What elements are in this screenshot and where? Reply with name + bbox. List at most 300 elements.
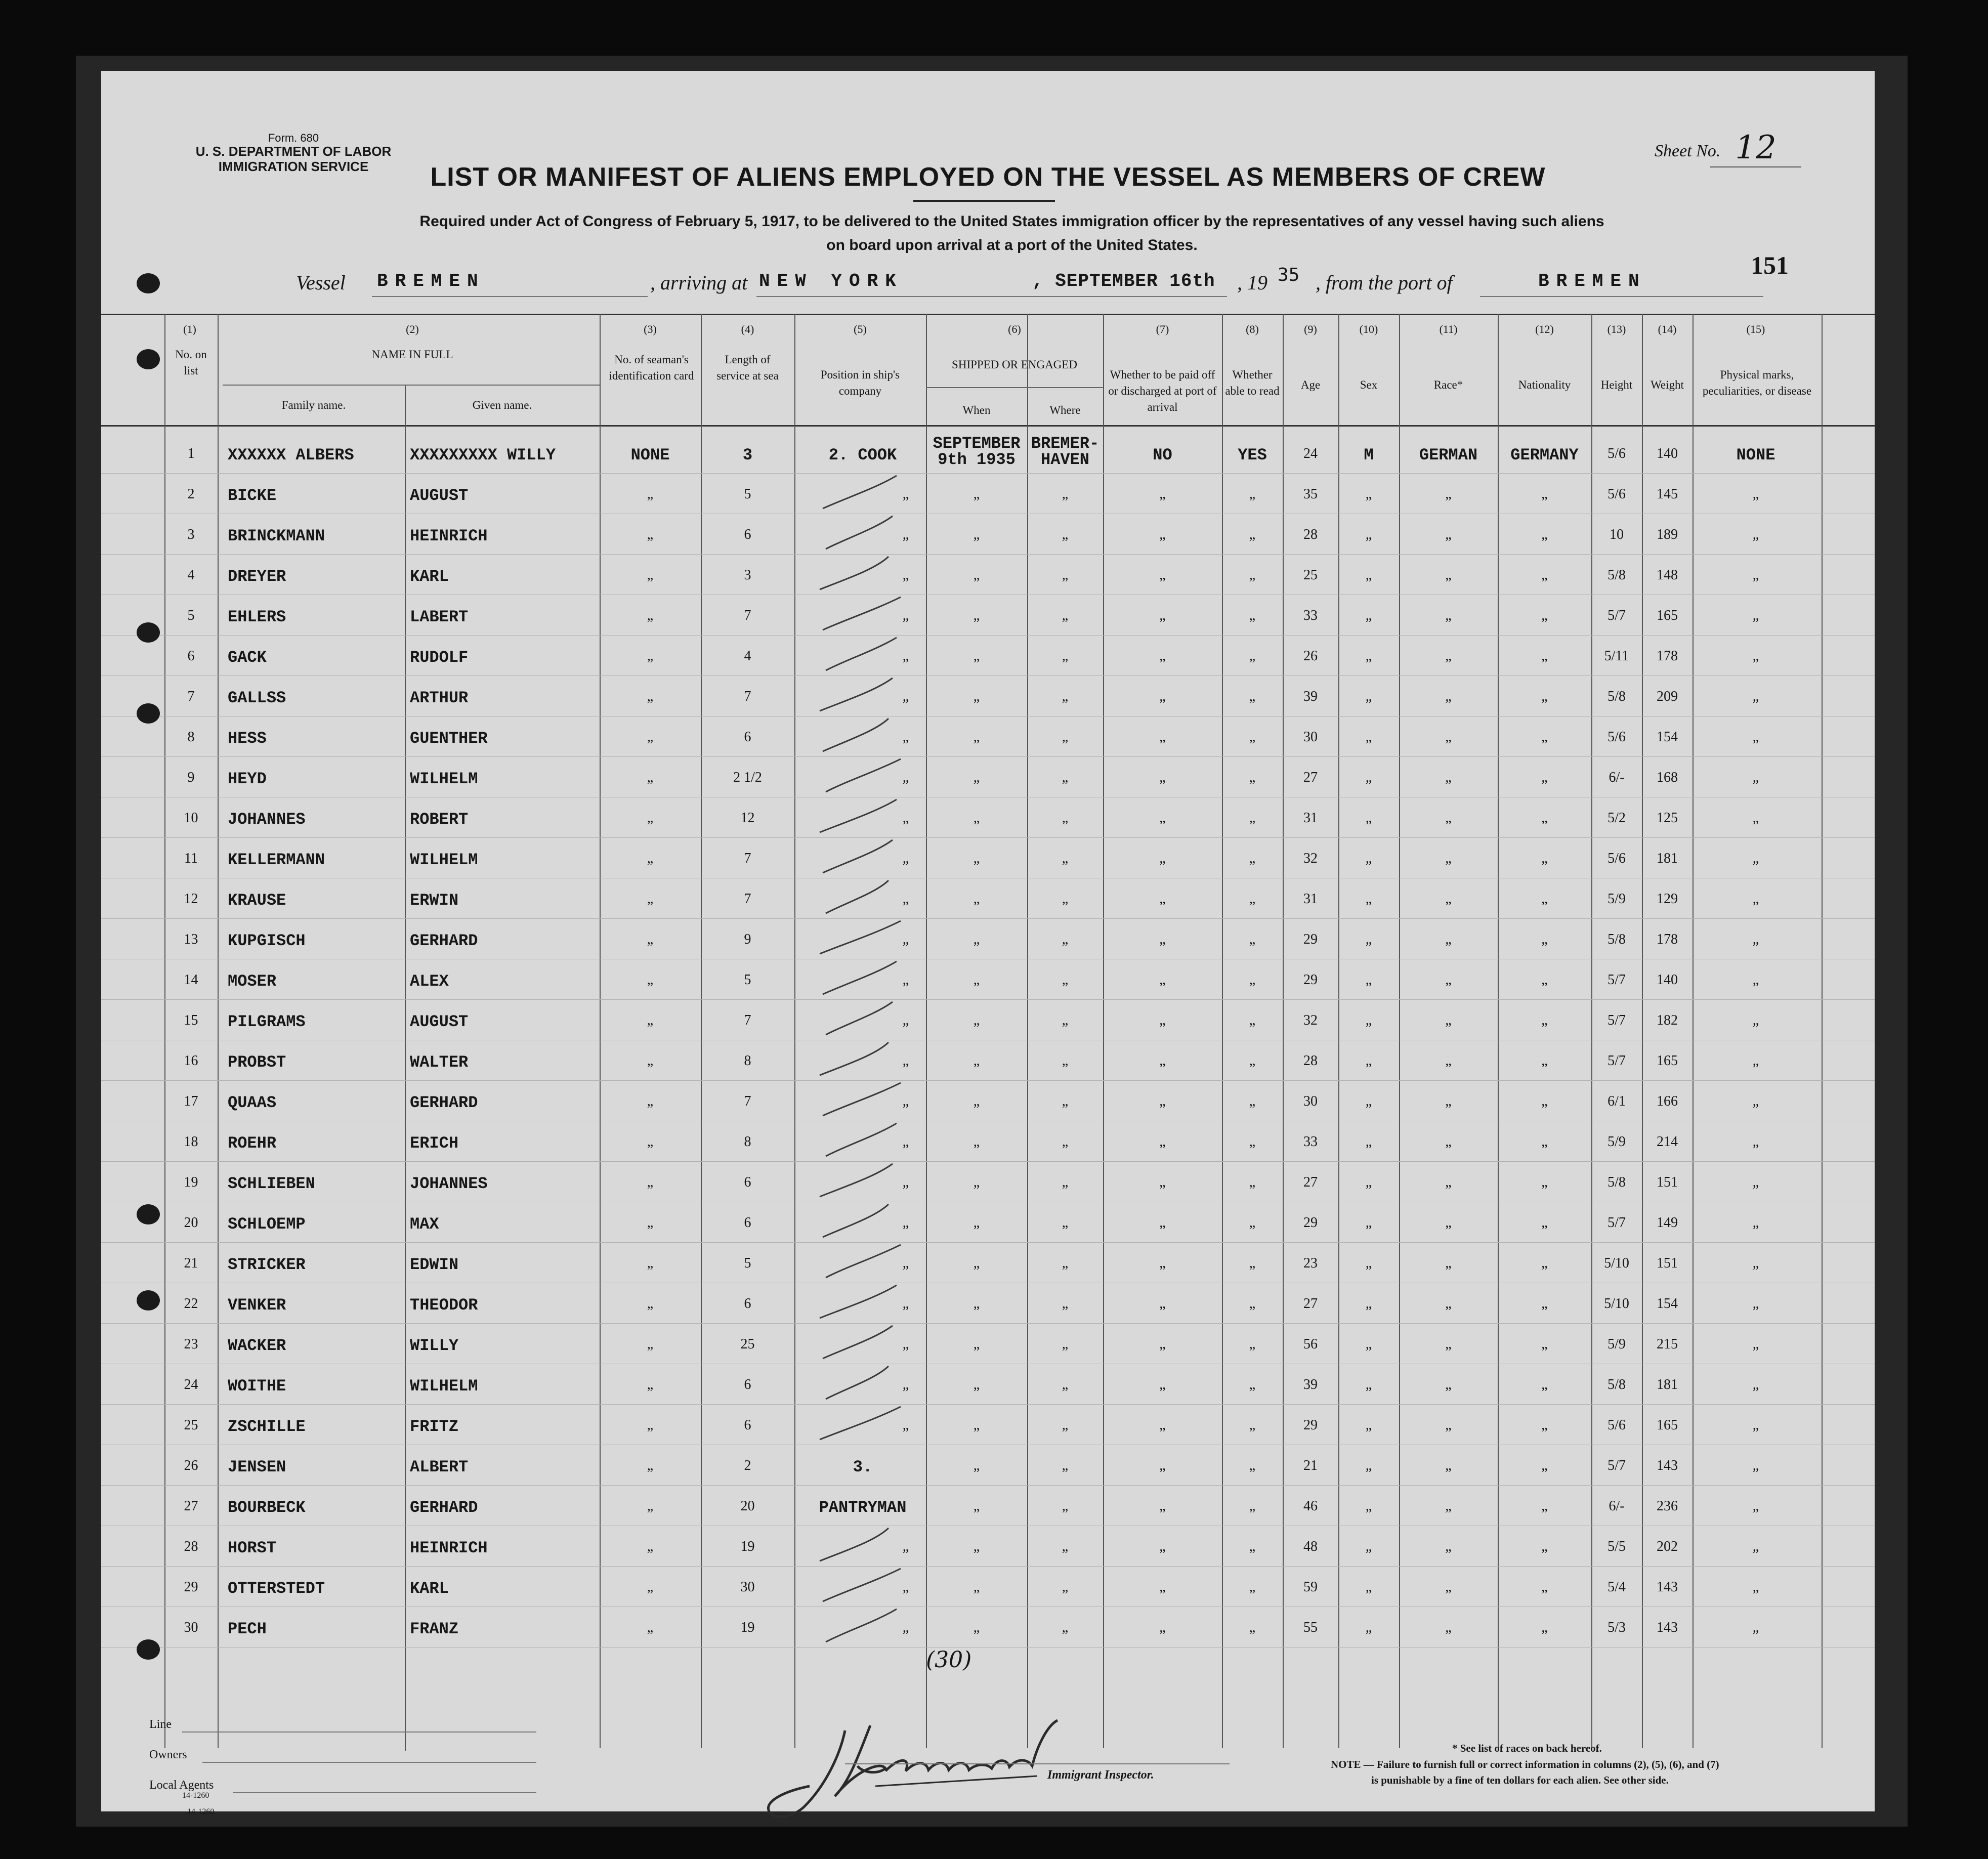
given-name: WILHELM	[410, 770, 478, 788]
when-ditto: „	[973, 648, 980, 664]
col-6-number: (6)	[1008, 323, 1021, 335]
paid-off: NO	[1153, 446, 1172, 464]
row-number: 18	[184, 1134, 198, 1150]
row-number: 29	[184, 1579, 198, 1595]
line-rule	[182, 1731, 536, 1733]
given-name: FRITZ	[410, 1417, 459, 1436]
tick-mark	[820, 678, 893, 711]
nat-ditto: „	[1541, 648, 1548, 664]
family-name: SCHLOEMP	[228, 1215, 306, 1234]
height: 5/7	[1608, 1053, 1626, 1069]
subtitle-line-2: on board upon arrival at a port of the United States.	[826, 236, 1198, 254]
row-number: 1	[187, 446, 195, 461]
service-length: 7	[744, 608, 751, 623]
position-ditto: „	[902, 972, 909, 988]
vessel-label: Vessel	[296, 271, 346, 294]
nat-ditto: „	[1541, 1093, 1548, 1109]
tick-mark	[820, 1285, 897, 1318]
sex-ditto: „	[1365, 1296, 1372, 1312]
binder-hole	[137, 703, 160, 724]
sex-ditto: „	[1365, 1620, 1372, 1635]
table-row	[101, 878, 1875, 918]
age: 28	[1303, 527, 1318, 542]
manifest-sheet	[101, 71, 1875, 1816]
age: 29	[1303, 1417, 1318, 1433]
card-ditto: „	[647, 770, 654, 785]
weight: 168	[1657, 770, 1678, 785]
marks-ditto: „	[1752, 1174, 1759, 1190]
weight: 154	[1657, 1296, 1678, 1312]
when-ditto: „	[973, 891, 980, 907]
family-name: ZSCHILLE	[228, 1417, 306, 1436]
when-ditto: „	[973, 1296, 980, 1312]
position-ditto: „	[902, 567, 909, 583]
sex-ditto: „	[1365, 1417, 1372, 1433]
age: 32	[1303, 1012, 1318, 1028]
service-length: 2 1/2	[733, 770, 762, 785]
nationality: GERMANY	[1510, 446, 1579, 464]
col-11-number: (11)	[1439, 323, 1458, 335]
col-1-label: No. on list	[175, 348, 207, 377]
sex-ditto: „	[1365, 1093, 1372, 1109]
service-length: 2	[744, 1458, 751, 1473]
service-length: 6	[744, 729, 751, 745]
weight: 202	[1657, 1539, 1678, 1554]
where-ditto: „	[1062, 932, 1069, 947]
family-name: BOURBECK	[228, 1498, 306, 1517]
race-ditto: „	[1445, 810, 1452, 826]
table-row	[101, 797, 1875, 837]
read-ditto: „	[1249, 1053, 1256, 1069]
race-ditto: „	[1445, 1458, 1452, 1473]
where-ditto: „	[1062, 1539, 1069, 1554]
weight: 143	[1657, 1620, 1678, 1635]
when-ditto: „	[973, 1417, 980, 1433]
when-ditto: „	[973, 608, 980, 623]
age: 56	[1303, 1336, 1318, 1352]
nat-ditto: „	[1541, 972, 1548, 988]
weight: 143	[1657, 1579, 1678, 1595]
arrival-date: , SEPTEMBER 16th	[1032, 271, 1215, 291]
tick-mark	[823, 961, 897, 994]
when-ditto: „	[973, 932, 980, 947]
paid-ditto: „	[1159, 527, 1166, 542]
height: 5/7	[1608, 608, 1626, 623]
age: 48	[1303, 1539, 1318, 1554]
race-ditto: „	[1445, 1620, 1452, 1635]
card-ditto: „	[647, 1174, 654, 1190]
given-name: KARL	[410, 1579, 449, 1598]
where-ditto: „	[1062, 608, 1069, 623]
sex-ditto: „	[1365, 486, 1372, 502]
agents-rule	[233, 1792, 536, 1793]
sex-ditto: „	[1365, 770, 1372, 785]
given-name: THEODOR	[410, 1296, 478, 1315]
row-number: 14	[184, 972, 198, 988]
where-ditto: „	[1062, 1053, 1069, 1069]
tick-mark	[826, 1123, 897, 1156]
age: 21	[1303, 1458, 1318, 1473]
card-ditto: „	[647, 1498, 654, 1514]
where-ditto: „	[1062, 1255, 1069, 1271]
age: 59	[1303, 1579, 1318, 1595]
nat-ditto: „	[1541, 1579, 1548, 1595]
read-ditto: „	[1249, 1377, 1256, 1392]
family-name-label: Family name.	[281, 399, 346, 411]
weight: 181	[1657, 1377, 1678, 1392]
row-number: 11	[184, 851, 198, 866]
sex-ditto: „	[1365, 1579, 1372, 1595]
given-name: GERHARD	[410, 1498, 478, 1517]
col-4-label: Length of service at sea	[716, 353, 779, 383]
age: 32	[1303, 851, 1318, 866]
when-ditto: „	[973, 1255, 980, 1271]
owners-rule	[202, 1762, 536, 1763]
read-ditto: „	[1249, 1296, 1256, 1312]
race-ditto: „	[1445, 1012, 1452, 1028]
height: 5/4	[1608, 1579, 1626, 1595]
sex-ditto: „	[1365, 972, 1372, 988]
where-ditto: „	[1062, 1498, 1069, 1514]
card-ditto: „	[647, 972, 654, 988]
col-3-number: (3)	[644, 323, 657, 335]
age: 28	[1303, 1053, 1318, 1069]
family-name: HEYD	[228, 770, 267, 788]
tick-mark	[826, 1245, 901, 1278]
family-name: BICKE	[228, 486, 277, 505]
col-10-number: (10)	[1359, 323, 1378, 335]
read-ditto: „	[1249, 851, 1256, 866]
weight: 214	[1657, 1134, 1678, 1150]
paid-ditto: „	[1159, 1579, 1166, 1595]
service-length: 12	[740, 810, 755, 826]
sex-ditto: „	[1365, 1377, 1372, 1392]
shipped-where-line-2: HAVEN	[1040, 450, 1089, 469]
given-name: WILHELM	[410, 851, 478, 869]
marks-ditto: „	[1752, 1417, 1759, 1433]
given-name: KARL	[410, 567, 449, 586]
paid-ditto: „	[1159, 1620, 1166, 1635]
given-name: HEINRICH	[410, 527, 488, 545]
card-ditto: „	[647, 567, 654, 583]
age: 55	[1303, 1620, 1318, 1635]
marks-ditto: „	[1752, 1336, 1759, 1352]
nat-ditto: „	[1541, 1174, 1548, 1190]
paid-ditto: „	[1159, 1174, 1166, 1190]
height: 5/9	[1608, 1336, 1626, 1352]
col-5-label: Position in ship's company	[820, 368, 900, 398]
marks-ditto: „	[1752, 1458, 1759, 1473]
given-name: ERWIN	[410, 891, 459, 910]
when-ditto: „	[973, 770, 980, 785]
position: PANTRYMAN	[819, 1498, 907, 1517]
marks-ditto: „	[1752, 1012, 1759, 1028]
card-ditto: „	[647, 1255, 654, 1271]
card-ditto: „	[647, 1296, 654, 1312]
card-ditto: „	[647, 689, 654, 704]
sex-ditto: „	[1365, 1053, 1372, 1069]
arriving-label: , arriving at	[650, 271, 748, 294]
race-ditto: „	[1445, 932, 1452, 947]
age: 29	[1303, 1215, 1318, 1231]
vessel-name-rule	[372, 296, 648, 297]
when-ditto: „	[973, 1620, 980, 1635]
marks-ditto: „	[1752, 1296, 1759, 1312]
position-ditto: „	[902, 891, 909, 907]
service-length: 6	[744, 1174, 751, 1190]
nat-ditto: „	[1541, 1417, 1548, 1433]
family-name: PECH	[228, 1620, 267, 1638]
where-ditto: „	[1062, 1134, 1069, 1150]
given-name: GERHARD	[410, 932, 478, 950]
weight: 166	[1657, 1093, 1678, 1109]
physical-marks: NONE	[1736, 446, 1775, 464]
height: 5/9	[1608, 891, 1626, 907]
weight: 189	[1657, 527, 1678, 542]
binder-hole	[137, 622, 160, 643]
race-ditto: „	[1445, 1093, 1452, 1109]
sex-ditto: „	[1365, 1012, 1372, 1028]
family-name: HORST	[228, 1539, 277, 1557]
sex-ditto: „	[1365, 1539, 1372, 1554]
sex-ditto: „	[1365, 648, 1372, 664]
where-ditto: „	[1062, 527, 1069, 542]
tick-mark	[823, 1204, 889, 1237]
race-ditto: „	[1445, 486, 1452, 502]
read-ditto: „	[1249, 1174, 1256, 1190]
paid-ditto: „	[1159, 1215, 1166, 1231]
given-name: ARTHUR	[410, 689, 469, 707]
marks-ditto: „	[1752, 1134, 1759, 1150]
sex-ditto: „	[1365, 1215, 1372, 1231]
age: 30	[1303, 1093, 1318, 1109]
age: 23	[1303, 1255, 1318, 1271]
card-ditto: „	[647, 932, 654, 947]
family-name: WOITHE	[228, 1377, 286, 1396]
given-name: GERHARD	[410, 1093, 478, 1112]
paid-ditto: „	[1159, 1134, 1166, 1150]
row-number: 16	[184, 1053, 198, 1069]
given-name: WILHELM	[410, 1377, 478, 1396]
row-number: 4	[187, 567, 195, 583]
age: 27	[1303, 770, 1318, 785]
family-name: KRAUSE	[228, 891, 286, 910]
row-number: 2	[187, 486, 195, 502]
row-number: 30	[184, 1620, 198, 1635]
nat-ditto: „	[1541, 810, 1548, 826]
agents-label: Local Agents	[149, 1779, 214, 1792]
given-name: LABERT	[410, 608, 469, 626]
weight: 129	[1657, 891, 1678, 907]
card-ditto: „	[647, 1053, 654, 1069]
race-ditto: „	[1445, 648, 1452, 664]
sex-ditto: „	[1365, 729, 1372, 745]
table-row	[101, 675, 1875, 716]
year-suffix: 35	[1278, 265, 1300, 285]
table-row	[101, 1445, 1875, 1485]
where-ditto: „	[1062, 486, 1069, 502]
col-12-number: (12)	[1535, 323, 1554, 335]
read-ditto: „	[1249, 1255, 1256, 1271]
family-name: BRINCKMANN	[228, 527, 325, 545]
table-header-bottom-rule	[101, 425, 1875, 427]
form-code-2: 14-1260	[187, 1807, 215, 1816]
card-ditto: „	[647, 1620, 654, 1635]
arrival-rule	[756, 296, 1227, 297]
service-length: 5	[744, 486, 751, 502]
height: 6/1	[1608, 1093, 1626, 1109]
weight: 151	[1657, 1174, 1678, 1190]
weight: 154	[1657, 729, 1678, 745]
where-ditto: „	[1062, 770, 1069, 785]
where-ditto: „	[1062, 810, 1069, 826]
col-8-number: (8)	[1246, 323, 1259, 335]
paid-ditto: „	[1159, 810, 1166, 826]
age: 46	[1303, 1498, 1318, 1514]
shipped-when-line-2: 9th 1935	[938, 450, 1016, 469]
binder-hole	[137, 273, 160, 293]
where-ditto: „	[1062, 1579, 1069, 1595]
name-subheader-rule	[223, 385, 600, 386]
col-12-label: Nationality	[1518, 378, 1571, 391]
race-ditto: „	[1445, 972, 1452, 988]
service-length: 7	[744, 891, 751, 907]
marks-ditto: „	[1752, 1620, 1759, 1635]
height: 5/6	[1608, 851, 1626, 866]
family-name: JENSEN	[228, 1458, 286, 1476]
paid-ditto: „	[1159, 1053, 1166, 1069]
weight: 215	[1657, 1336, 1678, 1352]
age: 29	[1303, 932, 1318, 947]
nat-ditto: „	[1541, 851, 1548, 866]
row-number: 20	[184, 1215, 198, 1231]
height: 5/7	[1608, 972, 1626, 988]
when-ditto: „	[973, 1579, 980, 1595]
given-name: HEINRICH	[410, 1539, 488, 1557]
nat-ditto: „	[1541, 1498, 1548, 1514]
departure-port: BREMEN	[1538, 271, 1646, 291]
row-number: 12	[184, 891, 198, 907]
nat-ditto: „	[1541, 527, 1548, 542]
inspector-signature	[754, 1710, 1068, 1827]
age: 31	[1303, 810, 1318, 826]
table-row	[101, 514, 1875, 554]
card-ditto: „	[647, 891, 654, 907]
col-15-label: Physical marks, peculiarities, or disease	[1702, 368, 1812, 398]
weight: 151	[1657, 1255, 1678, 1271]
race-ditto: „	[1445, 689, 1452, 704]
marks-ditto: „	[1752, 567, 1759, 583]
binder-hole	[137, 1639, 160, 1660]
height: 5/11	[1604, 648, 1629, 664]
race-ditto: „	[1445, 1296, 1452, 1312]
position-ditto: „	[902, 648, 909, 664]
tick-mark	[820, 799, 897, 832]
race-ditto: „	[1445, 1579, 1452, 1595]
sheet-number-label: Sheet No.	[1655, 142, 1721, 160]
marks-ditto: „	[1752, 1255, 1759, 1271]
service-length: 19	[740, 1620, 755, 1635]
position-ditto: „	[902, 1336, 909, 1352]
race-ditto: „	[1445, 1539, 1452, 1554]
col-7-label: Whether to be paid off or discharged at port of arrival	[1108, 368, 1217, 414]
nat-ditto: „	[1541, 932, 1548, 947]
marks-ditto: „	[1752, 729, 1759, 745]
tick-mark	[820, 1407, 901, 1440]
weight: 140	[1657, 972, 1678, 988]
family-name: KELLERMANN	[228, 851, 325, 869]
read-ditto: „	[1249, 729, 1256, 745]
title-underline	[913, 200, 1055, 202]
penalty-note-line-1: NOTE — Failure to furnish full or correct information in columns (2), (5), (6), and (7)	[1331, 1758, 1719, 1770]
service-length: 19	[740, 1539, 755, 1554]
when-ditto: „	[973, 567, 980, 583]
where-ditto: „	[1062, 1174, 1069, 1190]
when-ditto: „	[973, 1053, 980, 1069]
marks-ditto: „	[1752, 972, 1759, 988]
nat-ditto: „	[1541, 1458, 1548, 1473]
given-name: WILLY	[410, 1336, 459, 1355]
family-name: XXXXXX ALBERS	[228, 446, 354, 464]
table-row	[101, 918, 1875, 959]
table-row	[101, 635, 1875, 675]
position-ditto: „	[902, 1215, 909, 1231]
given-name: ROBERT	[410, 810, 469, 829]
race-ditto: „	[1445, 851, 1452, 866]
card-ditto: „	[647, 1336, 654, 1352]
nat-ditto: „	[1541, 1336, 1548, 1352]
age: 26	[1303, 648, 1318, 664]
col-6-label: SHIPPED OR ENGAGED	[952, 358, 1077, 371]
card-ditto: „	[647, 1539, 654, 1554]
paid-ditto: „	[1159, 1093, 1166, 1109]
where-ditto: „	[1062, 1336, 1069, 1352]
sex-ditto: „	[1365, 1174, 1372, 1190]
sex-ditto: „	[1365, 608, 1372, 623]
height: 5/5	[1608, 1539, 1626, 1554]
where-ditto: „	[1062, 729, 1069, 745]
nat-ditto: „	[1541, 1215, 1548, 1231]
height: 5/8	[1608, 932, 1626, 947]
marks-ditto: „	[1752, 1215, 1759, 1231]
marks-ditto: „	[1752, 932, 1759, 947]
shipped-where	[1027, 436, 1103, 468]
weight: 143	[1657, 1458, 1678, 1473]
tick-mark	[823, 476, 897, 509]
race-ditto: „	[1445, 1053, 1452, 1069]
read-ditto: „	[1249, 527, 1256, 542]
weight: 182	[1657, 1012, 1678, 1028]
read-ditto: „	[1249, 1458, 1256, 1473]
card-ditto: „	[647, 1417, 654, 1433]
given-name: GUENTHER	[410, 729, 488, 748]
when-ditto: „	[973, 486, 980, 502]
given-name-label: Given name.	[472, 399, 532, 411]
table-row	[101, 1080, 1875, 1121]
position-ditto: „	[902, 1539, 909, 1554]
marks-ditto: „	[1752, 648, 1759, 664]
paid-ditto: „	[1159, 689, 1166, 704]
position-ditto: „	[902, 1174, 909, 1190]
when-ditto: „	[973, 851, 980, 866]
where-ditto: „	[1062, 1296, 1069, 1312]
table-row	[101, 1404, 1875, 1445]
when-ditto: „	[973, 1174, 980, 1190]
service-length: 7	[744, 1093, 751, 1109]
row-number: 9	[187, 770, 195, 785]
paid-ditto: „	[1159, 1296, 1166, 1312]
family-name: EHLERS	[228, 608, 286, 626]
